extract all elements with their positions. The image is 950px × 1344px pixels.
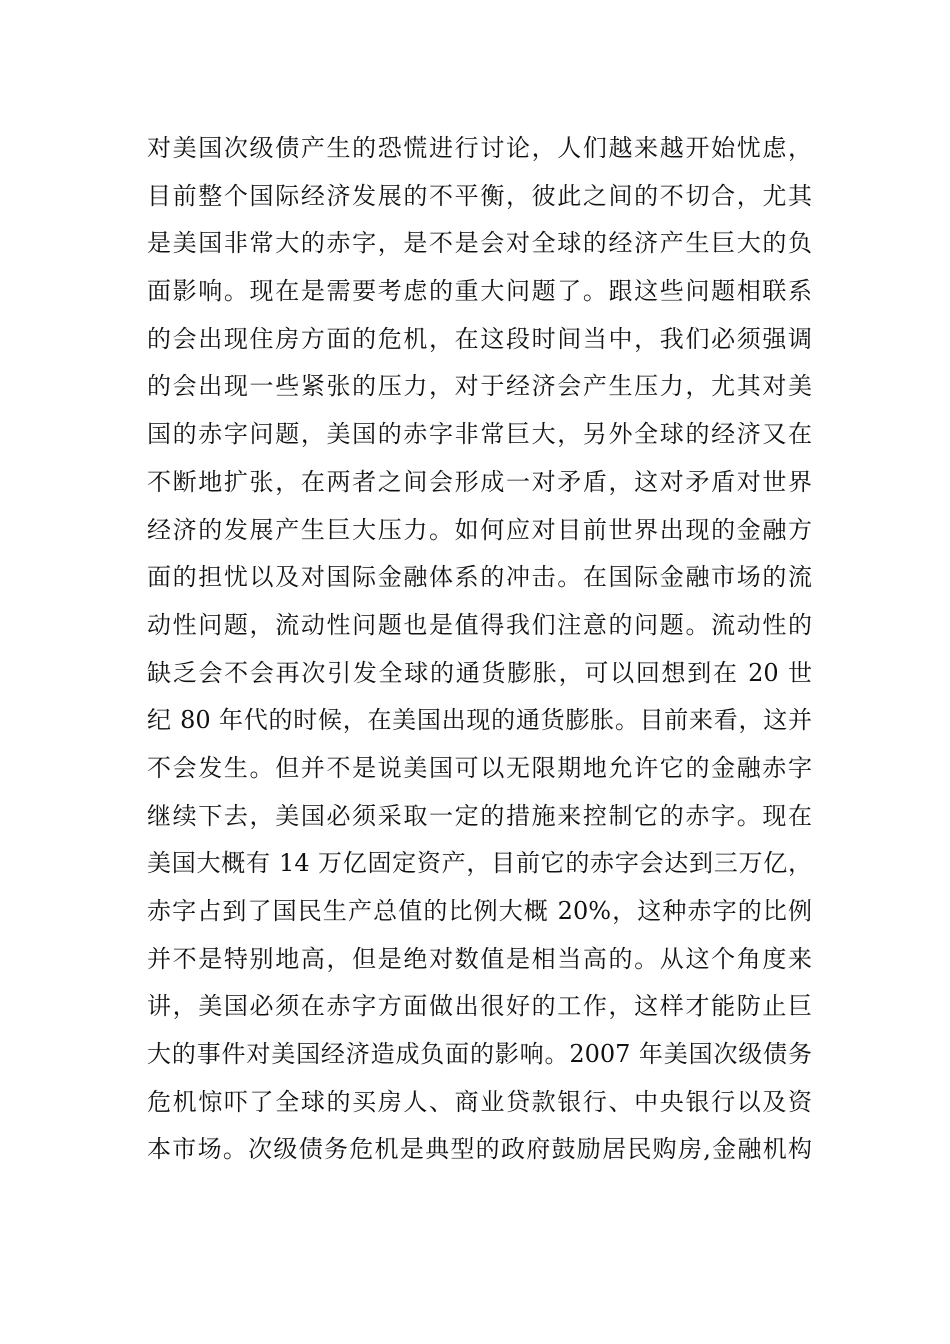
text-line: 纪 80 年代的时候，在美国出现的通货膨胀。目前来看，这并 [147, 706, 812, 735]
text-line: 讲，美国必须在赤字方面做出很好的工作，这样才能防止巨 [147, 992, 812, 1021]
text-line: 的会出现一些紧张的压力，对于经济会产生压力，尤其对美 [147, 372, 812, 401]
text-line: 面的担忧以及对国际金融体系的冲击。在国际金融市场的流 [147, 563, 812, 592]
text-line: 缺乏会不会再次引发全球的通货膨胀，可以回想到在 20 世 [147, 658, 812, 687]
body-paragraph [147, 128, 812, 1177]
text-line: 不会发生。但并不是说美国可以无限期地允许它的金融赤字 [147, 753, 812, 782]
text-line: 赤字占到了国民生产总值的比例大概 20%，这种赤字的比例 [147, 897, 812, 925]
text-line: 动性问题，流动性问题也是值得我们注意的问题。流动性的 [147, 610, 812, 639]
text-line: 美国大概有 14 万亿固定资产，目前它的赤字会达到三万亿， [147, 849, 812, 878]
text-line: 并不是特别地高，但是绝对数值是相当高的。从这个角度来 [147, 944, 812, 973]
text-line: 继续下去，美国必须采取一定的措施来控制它的赤字。现在 [147, 801, 812, 830]
text-line: 危机惊吓了全球的买房人、商业贷款银行、中央银行以及资 [147, 1087, 812, 1116]
text-line: 大的事件对美国经济造成负面的影响。2007 年美国次级债务 [147, 1040, 812, 1069]
text-line: 不断地扩张，在两者之间会形成一对矛盾，这对矛盾对世界 [147, 467, 812, 496]
text-line: 面影响。现在是需要考虑的重大问题了。跟这些问题相联系 [147, 277, 812, 306]
text-line: 的会出现住房方面的危机，在这段时间当中，我们必须强调 [147, 324, 812, 353]
text-line: 对美国次级债产生的恐慌进行讨论，人们越来越开始忧虑， [147, 134, 812, 162]
text-line: 本市场。次级债务危机是典型的政府鼓励居民购房,金融机构 [147, 1135, 812, 1164]
text-line: 目前整个国际经济发展的不平衡，彼此之间的不切合，尤其 [147, 181, 812, 210]
text-line: 是美国非常大的赤字，是不是会对全球的经济产生巨大的负 [147, 229, 812, 258]
text-line: 经济的发展产生巨大压力。如何应对目前世界出现的金融方 [147, 515, 812, 544]
text-line: 国的赤字问题，美国的赤字非常巨大，另外全球的经济又在 [147, 420, 812, 449]
